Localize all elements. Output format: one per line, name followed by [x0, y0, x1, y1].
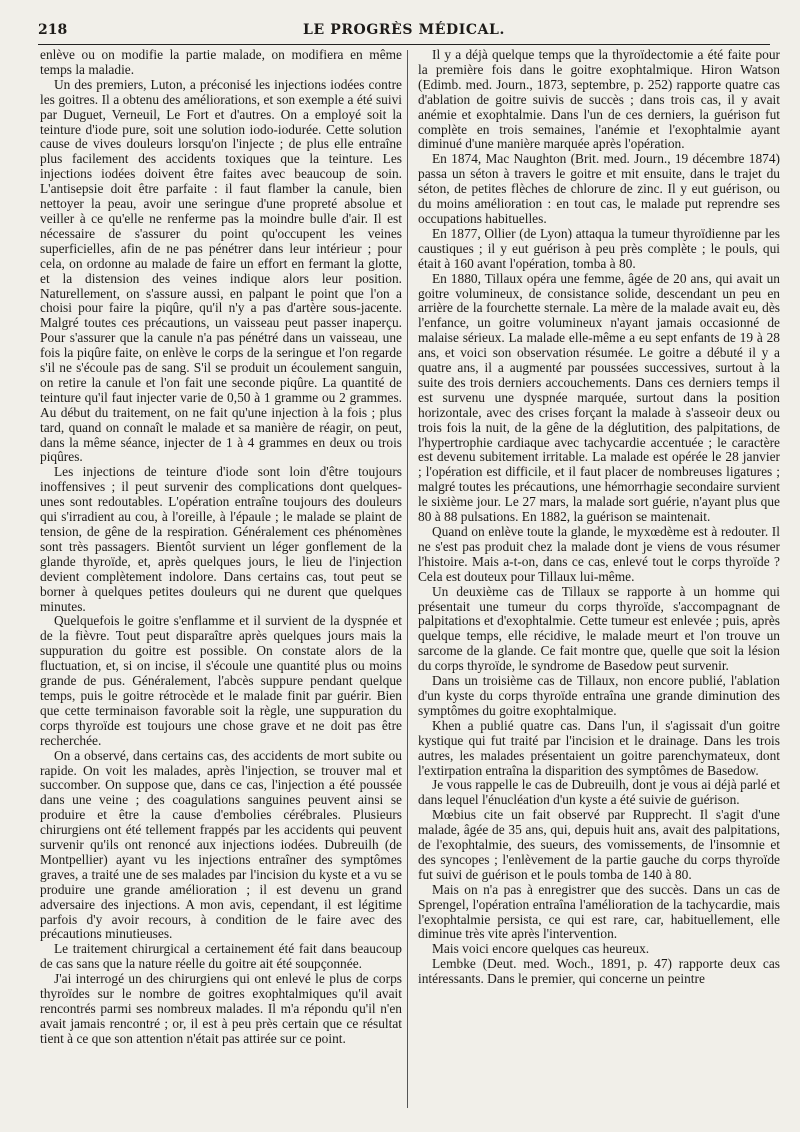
running-title: LE PROGRÈS MÉDICAL.	[303, 22, 505, 38]
paragraph: En 1874, Mac Naughton (Brit. med. Journ., 19 décembre 1874) passa un séton à travers le goitre et mit ensuite, dans le trajet du séton, de petites flèches de chlorure de zinc. Il y eut guérison, ou du moins amélioration : en tout cas, le malade put reprendre ses occupations habituelles.	[418, 151, 780, 226]
paragraph: Un des premiers, Luton, a préconisé les injections iodées contre les goitres. Il a obtenu des améliorations, et son exemple a été suivi par Duguet, Verneuil, Le Fort et d'autres. On a employé soit la teinture d'iode pure, soit une solution iodo-iodurée. Cette solution cause de vives douleurs lorsqu'on l'injecte ; de plus elle entraîne plus facilement des accidents toxiques que la teinture. Les injections iodées doivent être faites avec beaucoup de soin. L'antisepsie doit être parfaite : il faut flamber la canule, bien nettoyer la peau, avoir une seringue d'une propreté absolue et veiller à ce qu'elle ne renferme pas la moindre bulle d'air. Il est nécessaire de s'assurer du point qu'occupent les veines superficielles, afin de ne pas pénétrer dans leur intérieur ; pour cela, on ordonne au malade de faire un effort en fermant la glotte, et la distension des veines indique alors leur position. Naturellement, on s'assure aussi, en palpant le point que l'on a choisi pour faire la piqûre, qu'il n'y a pas d'artère sous-jacente. Malgré toutes ces précautions, un vaisseau peut passer inaperçu. Pour s'assurer que la canule n'a pas pénétré dans un vaisseau, une fois la piqûre faite, on enlève le corps de la seringue et l'on regarde s'il ne s'écoule pas de sang. S'il se produit un écoulement sanguin, on retire la canule et l'on fait une seconde piqûre. La quantité de teinture qu'il faut injecter varie de 0,50 à 1 gramme ou 2 grammes. Au début du traitement, on ne fait qu'une injection à la fois ; plus tard, quand on connaît le malade et sa manière de réagir, on peut, dans la même séance, injecter de 1 à 4 grammes en deux ou trois piqûres.	[40, 76, 402, 465]
column-divider	[407, 50, 408, 1108]
paragraph: En 1880, Tillaux opéra une femme, âgée de 20 ans, qui avait un goitre volumineux, de consistance solide, descendant un peu en arrière de la fourchette sternale. La mère de la malade avait eu, dès l'enfance, un goitre volumineux n'ayant jamais occasionné de malaise sérieux. La malade elle-même a eu sept enfants de 19 à 28 ans, et voici son observation résumée. Le goitre a débuté il y a quatre ans, il a augmenté par poussées successives, surtout à la suite des trois derniers accouchements. Dans ces derniers temps il est survenu une dyspnée marquée, surtout dans la position horizontale, avec des crises forçant la malade à s'asseoir deux ou trois fois la nuit, de la gêne de la déglutition, des palpitations, de l'hypertrophie cardiaque avec tachycardie accentuée ; le caractère est devenu subitement irritable. La malade est opérée le 28 janvier ; l'opération est difficile, et il faut placer de nombreuses ligatures ; malgré toutes les précautions, une hémorrhagie secondaire survient le sixième jour. Le 27 mars, la malade sort guérie, n'ayant plus que 80 à 88 pulsations. En 1882, la guérison se maintenait.	[418, 270, 780, 525]
paragraph: Dans un troisième cas de Tillaux, non encore publié, l'ablation d'un kyste du corps thyroïde entraîna une grande diminution des symptômes du goitre exophtalmique.	[418, 673, 780, 718]
right-column	[418, 48, 780, 1110]
paragraph: Mais voici encore quelques cas heureux.	[432, 941, 650, 957]
paragraph: enlève ou on modifie la partie malade, on modifiera en même temps la maladie.	[40, 48, 402, 77]
paragraph: Mais on n'a pas à enregistrer que des succès. Dans un cas de Sprengel, l'opération entraîna l'amélioration de la tachycardie, mais l'exophtalmie persista, ce qui est rare, car, habituellement, elle diminue très vite après l'intervention.	[418, 881, 780, 942]
paragraph: Khen a publié quatre cas. Dans l'un, il s'agissait d'un goitre kystique qui fut traité par l'incision et le drainage. Dans les trois autres, les malades présentaient un goitre parenchymateux, dont l'extirpation entraîna la disparition des symptômes de Basedow.	[418, 717, 780, 778]
paragraph: Mœbius cite un fait observé par Rupprecht. Il s'agit d'une malade, âgée de 35 ans, qui, depuis huit ans, avait des palpitations, de l'exophtalmie, des sueurs, des vomissements, de l'insomnie et des syncopes ; l'enlèvement de la partie gauche du corps thyroïde fut suivi de guérison et le pouls tomba de 140 à 80.	[418, 807, 780, 882]
paragraph: Il y a déjà quelque temps que la thyroïdectomie a été faite pour la première fois dans le goitre exophtalmique. Hiron Watson (Edimb. med. Journ., 1873, septembre, p. 252) rapporte quatre cas d'ablation de goitre suivis de succès ; dans trois cas, il y avait anémie et exophtalmie. Dans l'un de ces derniers, la guérison fut complète en trois semaines, l'anémie et l'exophtalmie ayant diminué d'une manière marquée après l'opération.	[418, 48, 780, 152]
paragraph: Je vous rappelle le cas de Dubreuilh, dont je vous ai déjà parlé et dans lequel l'énucléation d'un kyste a été suivie de guérison.	[418, 777, 780, 808]
paragraph: Un deuxième cas de Tillaux se rapporte à un homme qui présentait une tumeur du corps thyroïde, s'accompagnant de palpitations et d'exophtalmie. Cette tumeur est enlevée ; puis, après quelque temps, elle récidive, le malade meurt et l'on trouve un sarcome de la glande. Ce fait montre que, quelle que soit la lésion du corps thyroïde, le syndrome de Basedow peut survenir.	[418, 583, 780, 674]
paragraph: Lembke (Deut. med. Woch., 1891, p. 47) rapporte deux cas intéressants. Dans le premier, qui concerne un peintre	[418, 956, 780, 987]
page-header	[38, 22, 770, 40]
paragraph: Le traitement chirurgical a certainement été fait dans beaucoup de cas sans que la nature réelle du goitre ait été soupçonnée.	[40, 941, 402, 972]
left-column	[40, 48, 402, 1110]
paragraph: Quand on enlève toute la glande, le myxœdème est à redouter. Il ne s'est pas produit chez la malade dont je viens de vous résumer l'histoire. Mais a-t-on, dans ce cas, enlevé tout le corps thyroïde ? Cela est douteux pour Tillaux lui-même.	[418, 524, 780, 584]
paragraph: Quelquefois le goitre s'enflamme et il survient de la dyspnée et de la fièvre. Tout peut disparaître après quelques jours mais la suppuration du goitre est possible. On constate alors de la fluctuation, et, si on incise, il s'écoule une quantité plus ou moins grande de pus. Généralement, l'abcès suppure pendant quelque temps, puis le goitre rétrocède et le malade finit par guérir. Bien que cette terminaison favorable soit la règle, une suppuration du corps thyroïde est toujours une chose grave et ne doit pas être recherchée.	[40, 613, 402, 748]
paragraph: En 1877, Ollier (de Lyon) attaqua la tumeur thyroïdienne par les caustiques ; il y eut guérison à peu près complète ; le pouls, qui était à 160 avant l'opération, tomba à 80.	[418, 225, 780, 271]
paragraph: On a observé, dans certains cas, des accidents de mort subite ou rapide. On voit les malades, après l'injection, se trouver mal et succomber. On suppose que, dans ce cas, l'injection a été poussée dans une veine ; des coagulations sanguines peuvent ainsi se produire et être la cause d'embolies cérébrales. Plusieurs chirurgiens ont été tellement frappés par les accidents qui peuvent survenir qu'ils ont renoncé aux injections iodées. Dubreuilh (de Montpellier) ayant vu les injections entraîner des symptômes graves, a traité une de ses malades par l'incision du kyste et a vu se produire une grande amélioration ; il est devenu un grand adversaire des injections. A mon avis, cependant, il est légitime parfois d'y avoir recours, à condition de le faire avec des précautions minutieuses.	[40, 747, 402, 942]
header-rule	[38, 44, 770, 45]
paragraph: J'ai interrogé un des chirurgiens qui ont enlevé le plus de corps thyroïdes sur le nombre de goitres exophtalmiques qu'il avait rencontrés parmi ses nombreux malades. Il m'a répondu qu'il n'en avait jamais rencontré ; or, il est à peu près certain que ce résultat tient à ce que son attention n'était pas attirée sur ce point.	[40, 971, 402, 1046]
paragraph: Les injections de teinture d'iode sont loin d'être toujours inoffensives ; il peut survenir des complications dont quelques-unes sont redoutables. L'opération entraîne toujours des douleurs qui s'irradient au cou, à l'oreille, à l'épaule ; le malade se plaint de tension, de gêne de la respiration. Généralement ces phénomènes sont très passagers. Bientôt survient un léger gonflement de la glande thyroïde, et, après quelques jours, le lieu de l'injection devient complètement indolore. Dans certains cas, tout peut se borner à quelques petites douleurs qui ne durent que quelques minutes.	[40, 464, 402, 614]
page-number: 218	[38, 22, 68, 38]
